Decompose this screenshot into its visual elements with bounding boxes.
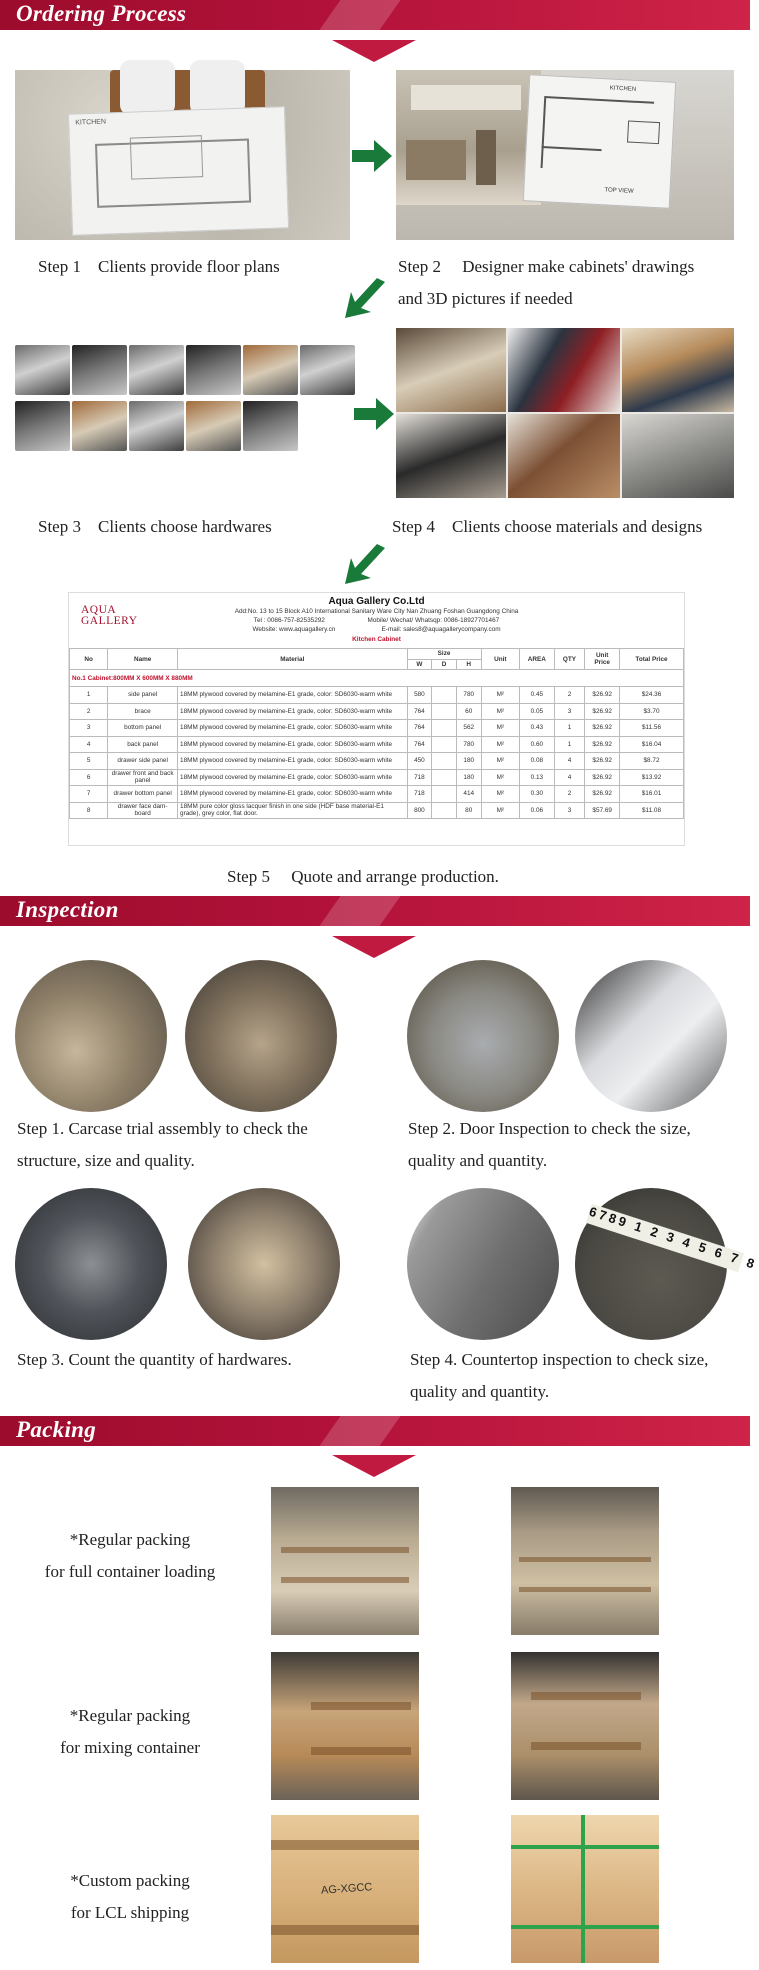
step-text: Designer make cabinets' drawings bbox=[462, 257, 695, 276]
table-row bbox=[70, 769, 684, 786]
quote-subtitle: Kitchen Cabinet bbox=[352, 636, 401, 643]
table-cell-d bbox=[432, 736, 457, 753]
table-cell-qty: 4 bbox=[554, 753, 585, 770]
inspection-step-2: Step 2. Door Inspection to check the size, bbox=[408, 1119, 691, 1138]
kitchen-drawing-photo bbox=[396, 70, 734, 240]
table-cell-unit: M² bbox=[481, 753, 519, 770]
table-cell-h: 60 bbox=[456, 703, 481, 720]
table-cell-price: $26.92 bbox=[585, 703, 620, 720]
table-cell-material: 18MM plywood covered by melamine-E1 grade, color: SD6030-warm white bbox=[178, 736, 408, 753]
ordering-step-4 bbox=[392, 512, 702, 542]
measuring-tape: 6789 1 2 3 4 5 6 7 8 bbox=[587, 1203, 759, 1273]
table-cell-d bbox=[432, 703, 457, 720]
floor-plan-photo bbox=[15, 70, 350, 240]
table-cell-w: 718 bbox=[407, 786, 432, 803]
drawing-kitchen-label: KITCHEN bbox=[609, 85, 637, 93]
door-inspection-photo-1 bbox=[407, 960, 559, 1112]
table-row bbox=[70, 786, 684, 803]
table-cell-name: back panel bbox=[108, 736, 178, 753]
table-cell-area: 0.43 bbox=[520, 720, 555, 737]
ordering-step-2-cont: and 3D pictures if needed bbox=[398, 289, 573, 308]
table-cell-price: $26.92 bbox=[585, 786, 620, 803]
table-cell-name: drawer bottom panel bbox=[108, 786, 178, 803]
lcl-packing-photo-2 bbox=[511, 1815, 659, 1963]
mixing-container-packing-photo-1 bbox=[271, 1652, 419, 1800]
table-cell-total: $11.08 bbox=[620, 802, 684, 819]
table-cell-d bbox=[432, 769, 457, 786]
table-cell-material: 18MM plywood covered by melamine-E1 grade, color: SD6030-warm white bbox=[178, 720, 408, 737]
inspection-banner bbox=[0, 896, 750, 926]
table-cell-area: 0.13 bbox=[520, 769, 555, 786]
packing-caption-3: *Custom packing for LCL shipping bbox=[70, 1871, 190, 1922]
table-row bbox=[70, 802, 684, 819]
table-cell-name: drawer front and back panel bbox=[108, 769, 178, 786]
table-cell-total: $16.04 bbox=[620, 736, 684, 753]
step-number: Step 2 bbox=[398, 257, 441, 276]
inspection-step-1: Step 1. Carcase trial assembly to check the bbox=[17, 1119, 308, 1138]
countertop-photo-2 bbox=[575, 1188, 759, 1340]
company-phones: Tel : 0086-757-82535292 Mobile/ Wechat/ Whatsqp: 0086-18927701467 bbox=[253, 617, 500, 624]
table-cell-price: $26.92 bbox=[585, 736, 620, 753]
table-cell-material: 18MM plywood covered by melamine-E1 grade, color: SD6030-warm white bbox=[178, 703, 408, 720]
step-text: Clients choose hardwares bbox=[97, 517, 272, 536]
table-cell-total: $8.72 bbox=[620, 753, 684, 770]
table-cell-qty: 1 bbox=[554, 736, 585, 753]
table-cell-name: side panel bbox=[108, 687, 178, 704]
countertop-photo-1 bbox=[407, 1188, 559, 1340]
inspection-down-marker bbox=[332, 936, 416, 958]
step-number: Step 3 bbox=[38, 517, 81, 536]
floor-plan-label: KITCHEN bbox=[75, 118, 107, 127]
table-cell-name: drawer side panel bbox=[108, 753, 178, 770]
table-cell-unit: M² bbox=[481, 736, 519, 753]
table-cell-material: 18MM plywood covered by melamine-E1 grade, color: SD6030-warm white bbox=[178, 786, 408, 803]
table-cell-w: 800 bbox=[407, 802, 432, 819]
crate-label: AG-XGCC bbox=[320, 1881, 373, 1897]
table-cell-w: 450 bbox=[407, 753, 432, 770]
table-cell-no: 6 bbox=[70, 769, 108, 786]
table-cell-d bbox=[432, 687, 457, 704]
quote-sheet bbox=[68, 592, 685, 846]
table-cell-no: 5 bbox=[70, 753, 108, 770]
table-row bbox=[70, 687, 684, 704]
table-cell-w: 718 bbox=[407, 769, 432, 786]
table-cell-w: 764 bbox=[407, 736, 432, 753]
table-cell-qty: 2 bbox=[554, 687, 585, 704]
step-text: Clients provide floor plans bbox=[97, 257, 280, 276]
ordering-step-1 bbox=[38, 252, 280, 282]
inspection-step-3: Step 3. Count the quantity of hardwares. bbox=[17, 1350, 292, 1369]
table-cell-unit: M² bbox=[481, 769, 519, 786]
table-cell-h: 562 bbox=[456, 720, 481, 737]
table-cell-no: 2 bbox=[70, 703, 108, 720]
aqua-gallery-logo: AQUA GALLERY bbox=[81, 604, 138, 627]
cabinet-spec: No.1 Cabinet:800MM X 600MM X 880MM bbox=[70, 670, 684, 687]
company-name: Aqua Gallery Co.Ltd bbox=[328, 596, 425, 607]
table-cell-unit: M² bbox=[481, 786, 519, 803]
table-cell-h: 780 bbox=[456, 687, 481, 704]
table-cell-d bbox=[432, 753, 457, 770]
table-cell-unit: M² bbox=[481, 720, 519, 737]
table-cell-w: 580 bbox=[407, 687, 432, 704]
company-web: Website: www.aquagallery.cn E-mail: sales8@aquagallerycompany.com bbox=[252, 626, 501, 633]
table-cell-material: 18MM plywood covered by melamine-E1 grade, color: SD6030-warm white bbox=[178, 687, 408, 704]
carcass-assembly-photo-2 bbox=[185, 960, 337, 1112]
hardware-grid-photo bbox=[15, 345, 355, 457]
table-cell-price: $26.92 bbox=[585, 753, 620, 770]
table-cell-material: 18MM plywood covered by melamine-E1 grade, color: SD6030-warm white bbox=[178, 769, 408, 786]
table-cell-area: 0.06 bbox=[520, 802, 555, 819]
arrow-right-icon bbox=[354, 396, 396, 432]
table-cell-no: 4 bbox=[70, 736, 108, 753]
table-row bbox=[70, 736, 684, 753]
step-number: Step 1 bbox=[38, 257, 81, 276]
packing-caption-1: *Regular packing for full container loading bbox=[44, 1530, 216, 1581]
table-cell-unit: M² bbox=[481, 802, 519, 819]
company-address: Add:No. 13 to 15 Block A10 International Sanitary Ware City Nan Zhuang Foshan Guangdong China bbox=[234, 608, 519, 615]
table-cell-qty: 1 bbox=[554, 720, 585, 737]
table-cell-name: brace bbox=[108, 703, 178, 720]
table-cell-price: $26.92 bbox=[585, 720, 620, 737]
table-cell-d bbox=[432, 786, 457, 803]
step-number: Step 4 bbox=[392, 517, 435, 536]
full-container-packing-photo-1 bbox=[271, 1487, 419, 1635]
table-row bbox=[70, 720, 684, 737]
ordering-step-5 bbox=[227, 862, 499, 892]
table-cell-unit: M² bbox=[481, 687, 519, 704]
hardware-count-photo-1 bbox=[15, 1188, 167, 1340]
packing-down-marker bbox=[332, 1455, 416, 1477]
materials-photo bbox=[396, 328, 734, 498]
inspection-step-1-cont: structure, size and quality. bbox=[17, 1151, 195, 1170]
table-cell-material: 18MM plywood covered by melamine-E1 grade, color: SD6030-warm white bbox=[178, 753, 408, 770]
table-cell-no: 3 bbox=[70, 720, 108, 737]
table-cell-h: 414 bbox=[456, 786, 481, 803]
ordering-banner bbox=[0, 0, 750, 30]
table-cell-unit: M² bbox=[481, 703, 519, 720]
hardware-count-photo-2 bbox=[188, 1188, 340, 1340]
inspection-step-4: Step 4. Countertop inspection to check size, bbox=[410, 1350, 709, 1369]
table-cell-material: 18MM pure color gloss lacquer finish in one side (HDF base material-E1 grade), grey color, flat door. bbox=[178, 802, 408, 819]
table-cell-price: $26.92 bbox=[585, 769, 620, 786]
table-cell-name: bottom panel bbox=[108, 720, 178, 737]
table-cell-area: 0.60 bbox=[520, 736, 555, 753]
table-cell-h: 180 bbox=[456, 753, 481, 770]
arrow-down-left-icon bbox=[345, 544, 389, 586]
table-cell-qty: 2 bbox=[554, 786, 585, 803]
ordering-step-2 bbox=[398, 252, 694, 282]
table-cell-price: $57.69 bbox=[585, 802, 620, 819]
full-container-packing-photo-2 bbox=[511, 1487, 659, 1635]
table-cell-total: $16.01 bbox=[620, 786, 684, 803]
mixing-container-packing-photo-2 bbox=[511, 1652, 659, 1800]
table-cell-w: 764 bbox=[407, 703, 432, 720]
table-cell-h: 80 bbox=[456, 802, 481, 819]
inspection-title: Inspection bbox=[16, 897, 119, 922]
arrow-right-icon bbox=[352, 138, 394, 174]
packing-caption-2: *Regular packing for mixing container bbox=[60, 1706, 200, 1757]
table-cell-qty: 3 bbox=[554, 703, 585, 720]
table-cell-area: 0.30 bbox=[520, 786, 555, 803]
table-cell-no: 8 bbox=[70, 802, 108, 819]
table-cell-qty: 4 bbox=[554, 769, 585, 786]
table-cell-name: drawer face dam-board bbox=[108, 802, 178, 819]
step-text: Quote and arrange production. bbox=[291, 867, 499, 886]
carcass-assembly-photo-1 bbox=[15, 960, 167, 1112]
inspection-step-2-cont: quality and quantity. bbox=[408, 1151, 548, 1170]
table-cell-d bbox=[432, 720, 457, 737]
table-cell-qty: 3 bbox=[554, 802, 585, 819]
door-inspection-photo-2 bbox=[575, 960, 727, 1112]
packing-banner bbox=[0, 1416, 750, 1446]
packing-title: Packing bbox=[16, 1417, 97, 1442]
table-cell-area: 0.05 bbox=[520, 703, 555, 720]
inspection-step-4-cont: quality and quantity. bbox=[410, 1382, 550, 1401]
table-cell-d bbox=[432, 802, 457, 819]
table-cell-w: 764 bbox=[407, 720, 432, 737]
table-cell-no: 1 bbox=[70, 687, 108, 704]
drawing-top-view-label: TOP VIEW bbox=[604, 187, 634, 195]
step-text: Clients choose materials and designs bbox=[451, 517, 703, 536]
lcl-packing-photo-1 bbox=[271, 1815, 419, 1963]
ordering-down-marker bbox=[332, 40, 416, 62]
step-number: Step 5 bbox=[227, 867, 270, 886]
table-cell-total: $11.56 bbox=[620, 720, 684, 737]
quote-table: No Name Material Size Unit AREA QTY Unit Price Total Price W D H No.1 Cabinet:800MM X 600MM X 880MM 1 side panel 18MM plywood covered by melamine-E1 grade, color: SD6030-warm white 580 780 M² 0.45 2 $26.92 $24.36 2 brace 18MM plywood covered by melamine-E1 grade, color: SD6030-warm white 764 60 M² 0.05 3 $26.92 $3.70 3 bottom panel 18MM plywood covered by melamine-E1 grade, color: SD6030-warm white 764 562 M² 0.43 1 $26.92 $11.56 4 back panel 18MM plywood covered by melamine-E1 grade, color: SD6030-warm white 764 780 M² 0.60 1 $26.92 $16.04 5 drawer side panel 18MM plywood covered by melamine-E1 grade, color: SD6030-warm white 450 180 M² 0.08 4 $26.92 $8.72 6 drawer front and back panel 18MM plywood covered by melamine-E1 grade, color: SD6030-warm white 718 180 M² 0.13 4 $26.92 $13.92 7 drawer bottom panel 18MM plywood covered by melamine-E1 grade, color: SD6030-warm white 718 414 M² 0.30 2 $26.92 $16.01 8 drawer face dam-board 18MM pure color gloss lacquer finish in one side (HDF base material-E1 grade), grey color, flat door. 800 80 M² 0.06 3 $57.69 $11.08 bbox=[69, 648, 684, 819]
table-cell-h: 180 bbox=[456, 769, 481, 786]
ordering-step-3 bbox=[38, 512, 272, 542]
table-cell-total: $3.70 bbox=[620, 703, 684, 720]
table-row bbox=[70, 703, 684, 720]
table-cell-no: 7 bbox=[70, 786, 108, 803]
table-cell-area: 0.08 bbox=[520, 753, 555, 770]
table-cell-total: $13.92 bbox=[620, 769, 684, 786]
ordering-title: Ordering Process bbox=[16, 1, 187, 26]
table-cell-area: 0.45 bbox=[520, 687, 555, 704]
table-cell-h: 780 bbox=[456, 736, 481, 753]
table-cell-price: $26.92 bbox=[585, 687, 620, 704]
table-row bbox=[70, 753, 684, 770]
arrow-down-left-icon bbox=[345, 278, 389, 320]
table-cell-total: $24.36 bbox=[620, 687, 684, 704]
